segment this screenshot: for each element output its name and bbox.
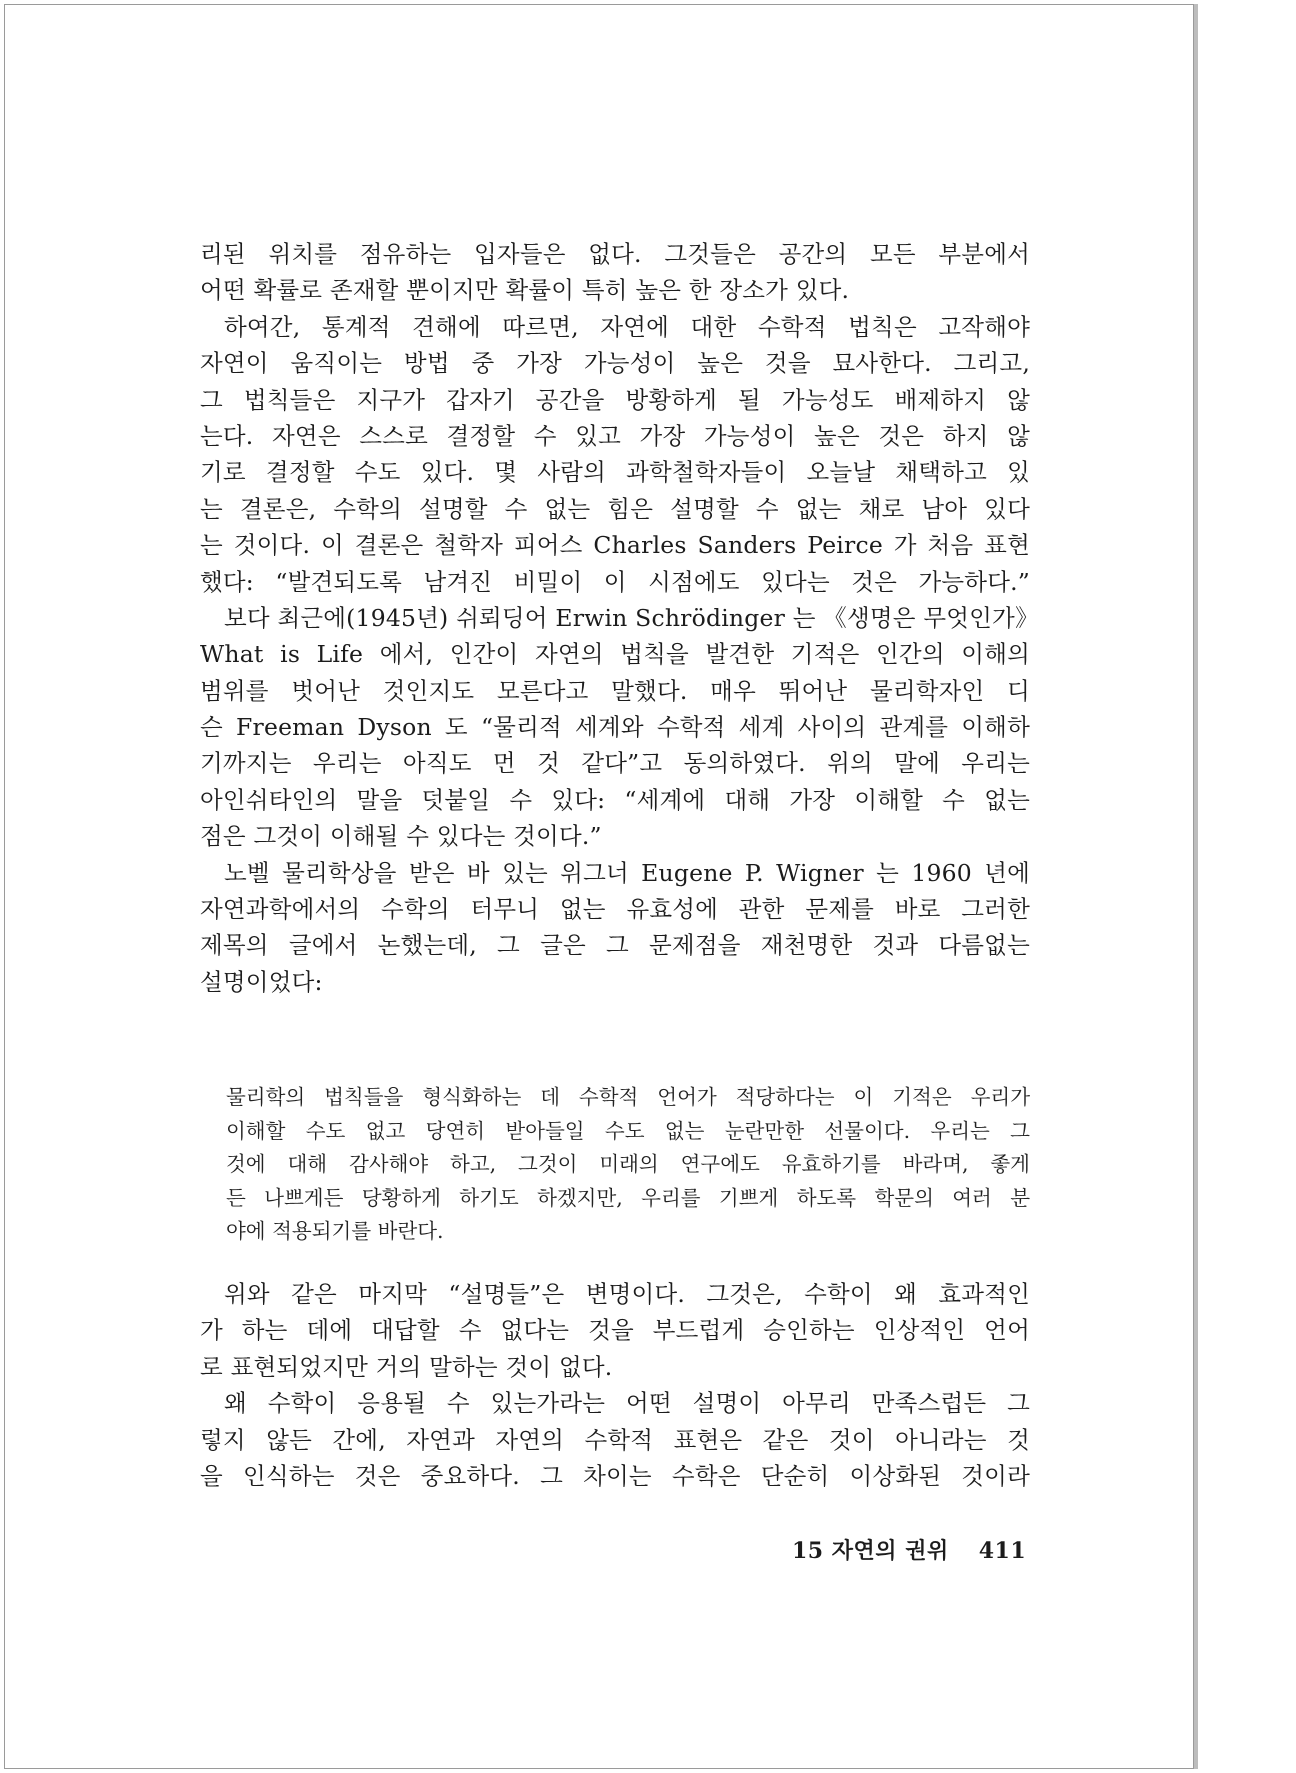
page-number: 411 — [978, 1538, 1027, 1564]
body-line: 는 결론은, 수학의 설명할 수 없는 힘은 설명할 수 없는 채로 남아 있다 — [200, 494, 1030, 523]
body-line: 을 인식하는 것은 중요하다. 그 차이는 수학은 단순히 이상화된 것이라 — [200, 1461, 1030, 1490]
body-line: 왜 수학이 응용될 수 있는가라는 어떤 설명이 아무리 만족스럽든 그 — [224, 1389, 1030, 1418]
body-line: 리된 위치를 점유하는 입자들은 없다. 그것들은 공간의 모든 부분에서 — [200, 240, 1030, 268]
body-line: 자연이 움직이는 방법 중 가장 가능성이 높은 것을 묘사한다. 그리고, — [200, 349, 1030, 378]
body-line: 했다: “발견되도록 남겨진 비밀이 이 시점에도 있다는 것은 가능하다.” — [200, 567, 1030, 596]
body-line: 점은 그것이 이해될 수 있다는 것이다.” — [200, 822, 602, 851]
body-line: 위와 같은 마지막 “설명들”은 변명이다. 그것은, 수학이 왜 효과적인 — [224, 1280, 1030, 1308]
body-line: 기로 결정할 수도 있다. 몇 사람의 과학철학자들이 오늘날 채택하고 있 — [200, 458, 1030, 487]
body-line: 범위를 벗어난 것인지도 모른다고 말했다. 매우 뛰어난 물리학자인 디 — [200, 676, 1030, 705]
body-line: 그 법칙들은 지구가 갑자기 공간을 방황하게 될 가능성도 배제하지 않 — [200, 385, 1030, 414]
quote-line: 것에 대해 감사해야 하고, 그것이 미래의 연구에도 유효하기를 바라며, 좋게 — [226, 1152, 1030, 1176]
body-line: 가 하는 데에 대답할 수 없다는 것을 부드럽게 승인하는 인상적인 언어 — [200, 1316, 1030, 1345]
chapter-title: 15 자연의 권위 — [792, 1538, 949, 1564]
body-line: 슨 Freeman Dyson 도 “물리적 세계와 수학적 세계 사이의 관계를 이해하 — [200, 713, 1030, 742]
body-line: 아인쉬타인의 말을 덧붙일 수 있다: “세계에 대해 가장 이해할 수 없는 — [200, 785, 1030, 814]
body-line: 제목의 글에서 논했는데, 그 글은 그 문제점을 재천명한 것과 다름없는 — [200, 931, 1030, 960]
quote-line: 물리학의 법칙들을 형식화하는 데 수학적 언어가 적당하다는 이 기적은 우리가 — [226, 1085, 1030, 1109]
body-line: 는 것이다. 이 결론은 철학자 피어스 Charles Sanders Peirce 가 처음 표현 — [200, 531, 1030, 560]
body-line: 어떤 확률로 존재할 뿐이지만 확률이 특히 높은 한 장소가 있다. — [200, 276, 850, 305]
body-text — [200, 236, 1039, 1000]
quote-line: 야에 적용되기를 바란다. — [226, 1219, 444, 1243]
body-line: 하여간, 통계적 견해에 따르면, 자연에 대한 수학적 법칙은 고작해야 — [224, 312, 1030, 341]
body-text-continued — [200, 1276, 1030, 1494]
quote-line: 든 나쁘게든 당황하게 하기도 하겠지만, 우리를 기쁘게 하도록 학문의 여러 분 — [226, 1185, 1030, 1210]
body-line: 자연과학에서의 수학의 터무니 없는 유효성에 관한 문제를 바로 그러한 — [200, 895, 1030, 924]
body-line: 보다 최근에(1945년) 쉬뢰딩어 Erwin Schrödinger 는 《생명은 무엇인가》 — [224, 603, 1039, 632]
body-line: 기까지는 우리는 아직도 먼 것 같다”고 동의하였다. 위의 말에 우리는 — [200, 749, 1030, 778]
body-line: 는다. 자연은 스스로 결정할 수 있고 가장 가능성이 높은 것은 하지 않 — [200, 421, 1030, 450]
body-line: 로 표현되었지만 거의 말하는 것이 없다. — [200, 1352, 613, 1381]
quote-line: 이해할 수도 없고 당연히 받아들일 수도 없는 눈란만한 선물이다. 우리는 그 — [226, 1118, 1030, 1143]
body-line: What is Life 에서, 인간이 자연의 법칙을 발견한 기적은 인간의 이해의 — [200, 640, 1030, 669]
body-line: 노벨 물리학상을 받은 바 있는 위그너 Eugene P. Wigner 는 1960 년에 — [224, 858, 1030, 887]
body-line: 설명이었다: — [200, 967, 323, 996]
running-footer — [792, 1534, 1026, 1565]
page-margin — [1198, 0, 1296, 1773]
block-quote — [226, 1081, 1030, 1249]
body-line: 렇지 않든 간에, 자연과 자연의 수학적 표현은 같은 것이 아니라는 것 — [200, 1425, 1030, 1454]
